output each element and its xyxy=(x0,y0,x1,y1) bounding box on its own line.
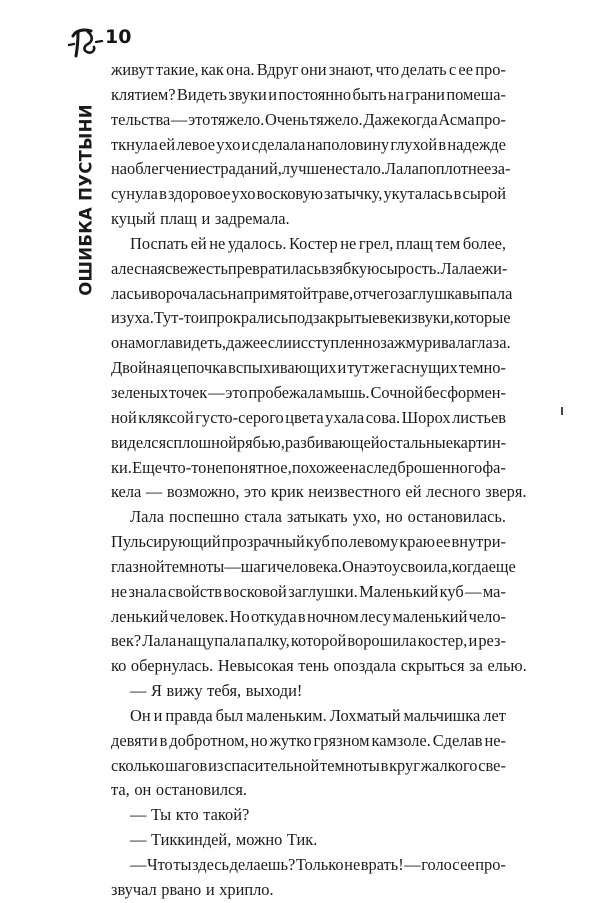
text-line: глазной темноты — шаги человека. Она это усвоила, когда еще xyxy=(111,556,516,576)
text-line: сунула в здоровое ухо восковую затычку, укуталась в сырой xyxy=(111,184,506,204)
text-line: — Я вижу тебя, выходи! xyxy=(130,681,303,701)
text-line: девяти в добротном, но жутко грязном камзоле. Сделав не- xyxy=(111,730,506,750)
page-number: 10 xyxy=(105,26,132,48)
text-line: звучал рвано и хрипло. xyxy=(111,879,274,899)
text-line: ко обернулась. Невысокая тень опоздала скрыться за елью. xyxy=(111,656,527,676)
text-line: кела — возможно, это крик неизвестного ей лесного зверя. xyxy=(111,482,527,502)
text-line: — Что ты здесь делаешь? Только не врать! — голос ее про- xyxy=(130,855,506,874)
text-line: из уха. Тут-то и прокрались под закрытые веки звуки, которые xyxy=(111,308,511,328)
text-line: виделся сплошной рябью, разбивающей остальные картин- xyxy=(111,432,507,452)
text-line: ленький человек. Но откуда в ночном лесу маленький чело- xyxy=(111,606,506,626)
text-line: век? Лала нащупала палку, которой ворошила костер, и рез- xyxy=(111,631,506,651)
text-line: куцый плащ и задремала. xyxy=(111,209,290,229)
text-line: ки. Еще что-то непонятное, похожее на след брошенного фа- xyxy=(111,457,506,477)
text-line: клятием? Видеть звуки и постоянно быть на грани помеша- xyxy=(111,84,506,104)
running-title: ОШИБКА ПУСТЫНИ xyxy=(76,104,96,296)
text-line: та, он остановился. xyxy=(111,780,247,800)
text-line: живут такие, как она. Вдруг они знают, что делать с ее про- xyxy=(111,60,506,79)
text-line: Лала поспешно стала затыкать ухо, но остановилась. xyxy=(130,507,506,527)
text-line: лась и ворочалась на примятой траве, отчего заглушка выпала xyxy=(111,283,513,303)
text-line: ной кляксой густо-серого цвета ухала сова. Шорох листьев xyxy=(111,407,506,427)
text-line: — Ты кто такой? xyxy=(130,805,250,825)
text-line: ткнула ей левое ухо и сделала наполовину глухой в надежде xyxy=(111,134,506,154)
hieroglyph-ornament-icon xyxy=(66,20,106,60)
body-text xyxy=(111,58,527,903)
text-line: — Тиккиндей, можно Тик. xyxy=(130,830,318,850)
text-line: сколько шагов из спасительной темноты в круг жалкого све- xyxy=(111,755,506,775)
text-line: Поспать ей не удалось. Костер не грел, плащ тем более, xyxy=(130,233,506,253)
margin-mark xyxy=(561,407,563,415)
text-line: она могла видеть, даже если исступленно зажмуривала глаза. xyxy=(111,333,511,353)
text-line: на облегчение страданий, лучше не стало. Лала поплотнее за- xyxy=(111,159,511,179)
text-line: Двойная цепочка вспыхивающих и тут же гаснущих темно- xyxy=(111,358,506,378)
text-line: не знала свойств восковой заглушки. Маленький куб — ма- xyxy=(111,581,506,601)
text-line: зеленых точек — это пробежала мышь. Сочной бесформен- xyxy=(111,382,506,402)
text-line: а лесная свежесть превратилась в зябкую сырость. Лала ежи- xyxy=(111,258,508,278)
text-line: тельства — это тяжело. Очень тяжело. Даже когда Асма про- xyxy=(111,109,506,129)
text-line: Он и правда был маленьким. Лохматый мальчишка лет xyxy=(130,705,506,725)
text-line: Пульсирующий прозрачный куб по левому краю ее внутри- xyxy=(111,532,506,552)
